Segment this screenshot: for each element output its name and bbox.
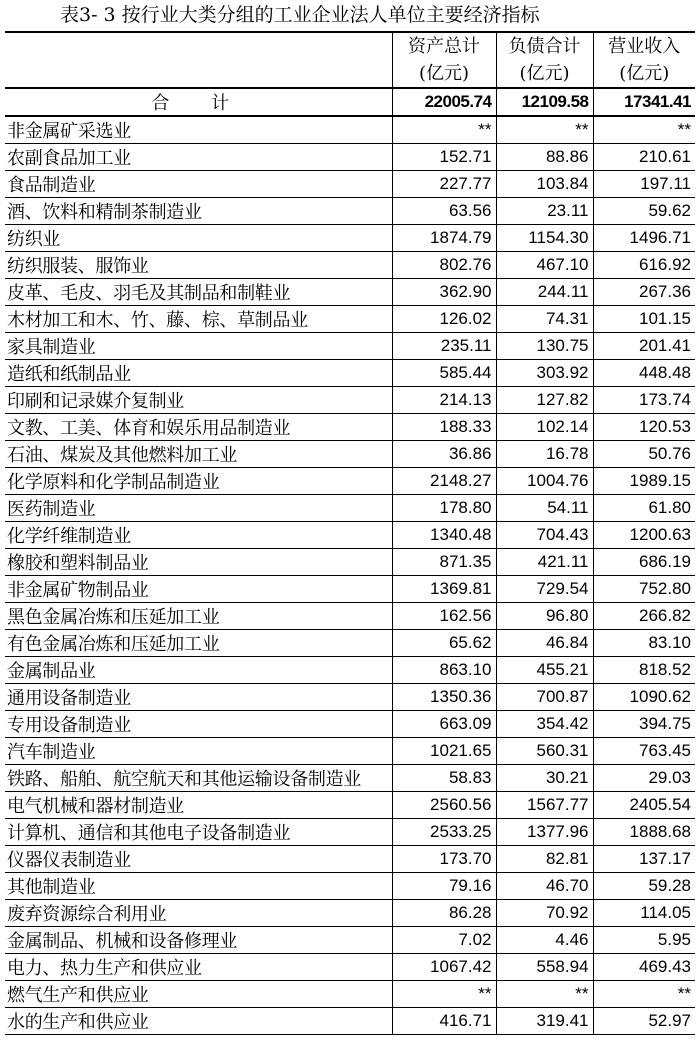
assets-cell: 227.77: [392, 171, 496, 198]
liabilities-cell: 560.31: [496, 738, 593, 765]
revenue-cell: 114.05: [593, 900, 695, 927]
assets-cell: 416.71: [392, 1008, 496, 1035]
revenue-cell: 5.95: [593, 927, 695, 954]
assets-cell: 1369.81: [392, 576, 496, 603]
assets-cell: 1340.48: [392, 522, 496, 549]
table-row: [5, 846, 695, 873]
assets-cell: 188.33: [392, 414, 496, 441]
revenue-cell: 1496.71: [593, 225, 695, 252]
revenue-cell: 52.97: [593, 1008, 695, 1035]
liabilities-cell: 558.94: [496, 954, 593, 981]
industry-name-cell: 石油、煤炭及其他燃料加工业: [5, 441, 392, 468]
industry-name-cell: 金属制品业: [5, 657, 392, 684]
table-row: [5, 981, 695, 1008]
industry-name-cell: 水的生产和供应业: [5, 1008, 392, 1035]
assets-cell: 36.86: [392, 441, 496, 468]
liabilities-cell: 30.21: [496, 765, 593, 792]
assets-cell: 2560.56: [392, 792, 496, 819]
assets-cell: 585.44: [392, 360, 496, 387]
table-row: [5, 414, 695, 441]
assets-cell: 63.56: [392, 198, 496, 225]
table-row: [5, 873, 695, 900]
industry-name-cell: 有色金属冶炼和压延加工业: [5, 630, 392, 657]
assets-cell: 162.56: [392, 603, 496, 630]
industry-name-cell: 食品制造业: [5, 171, 392, 198]
industry-name-cell: 文教、工美、体育和娱乐用品制造业: [5, 414, 392, 441]
liabilities-cell: 82.81: [496, 846, 593, 873]
assets-cell: 86.28: [392, 900, 496, 927]
assets-cell: 152.71: [392, 144, 496, 171]
liabilities-cell: 704.43: [496, 522, 593, 549]
table-row: [5, 684, 695, 711]
assets-cell: 235.11: [392, 333, 496, 360]
assets-cell: 1021.65: [392, 738, 496, 765]
table-row: [5, 198, 695, 225]
revenue-cell: 173.74: [593, 387, 695, 414]
assets-cell: 1874.79: [392, 225, 496, 252]
liabilities-cell: 23.11: [496, 198, 593, 225]
table-row: [5, 819, 695, 846]
revenue-cell: 120.53: [593, 414, 695, 441]
industry-name-cell: 纺织服装、服饰业: [5, 252, 392, 279]
assets-cell: 65.62: [392, 630, 496, 657]
header-liabilities-unit: (亿元): [519, 63, 570, 84]
industry-name-cell: 非金属矿物制品业: [5, 576, 392, 603]
industry-name-cell: 纺织业: [5, 225, 392, 252]
revenue-cell: 83.10: [593, 630, 695, 657]
table-row: [5, 576, 695, 603]
table-title: 表3- 3 按行业大类分组的工业企业法人单位主要经济指标: [60, 4, 540, 26]
assets-cell: 126.02: [392, 306, 496, 333]
header-revenue-unit: (亿元): [619, 63, 670, 84]
header-assets: [392, 32, 496, 88]
table-row: [5, 144, 695, 171]
assets-cell: 802.76: [392, 252, 496, 279]
assets-cell: 1067.42: [392, 954, 496, 981]
table-row: [5, 333, 695, 360]
assets-cell: 214.13: [392, 387, 496, 414]
liabilities-cell: 96.80: [496, 603, 593, 630]
header-liabilities-label: 负债合计: [508, 36, 581, 57]
industry-name-cell: 其他制造业: [5, 873, 392, 900]
industry-name-cell: 金属制品、机械和设备修理业: [5, 927, 392, 954]
revenue-cell: 197.11: [593, 171, 695, 198]
revenue-cell: 752.80: [593, 576, 695, 603]
industry-name-cell: 通用设备制造业: [5, 684, 392, 711]
industry-name-cell: 汽车制造业: [5, 738, 392, 765]
assets-cell: 362.90: [392, 279, 496, 306]
table-row: [5, 954, 695, 981]
revenue-cell: **: [593, 981, 695, 1008]
assets-cell: 2148.27: [392, 468, 496, 495]
industry-name-cell: 专用设备制造业: [5, 711, 392, 738]
liabilities-cell: 1567.77: [496, 792, 593, 819]
revenue-cell: 1989.15: [593, 468, 695, 495]
industry-name-cell: 化学原料和化学制品制造业: [5, 468, 392, 495]
table-row: [5, 116, 695, 144]
revenue-cell: 469.43: [593, 954, 695, 981]
liabilities-cell: 130.75: [496, 333, 593, 360]
assets-cell: 2533.25: [392, 819, 496, 846]
total-assets: 22005.74: [392, 88, 496, 116]
industry-name-cell: 造纸和纸制品业: [5, 360, 392, 387]
industry-name-cell: 计算机、通信和其他电子设备制造业: [5, 819, 392, 846]
header-revenue-label: 营业收入: [608, 36, 681, 57]
header-industry-blank: [5, 32, 392, 88]
table-row: [5, 171, 695, 198]
industry-name-cell: 农副食品加工业: [5, 144, 392, 171]
table-row: [5, 549, 695, 576]
industry-name-cell: 废弃资源综合利用业: [5, 900, 392, 927]
industry-name-cell: 铁路、船舶、航空航天和其他运输设备制造业: [5, 765, 392, 792]
revenue-cell: **: [593, 116, 695, 144]
industry-name-cell: 皮革、毛皮、羽毛及其制品和制鞋业: [5, 279, 392, 306]
assets-cell: 58.83: [392, 765, 496, 792]
table-row: [5, 279, 695, 306]
liabilities-cell: 46.84: [496, 630, 593, 657]
table-row: [5, 603, 695, 630]
revenue-cell: 201.41: [593, 333, 695, 360]
table-row: [5, 765, 695, 792]
economic-indicators-table: [5, 31, 695, 1035]
liabilities-cell: 4.46: [496, 927, 593, 954]
table-row: [5, 630, 695, 657]
liabilities-cell: 729.54: [496, 576, 593, 603]
industry-name-cell: 化学纤维制造业: [5, 522, 392, 549]
liabilities-cell: 70.92: [496, 900, 593, 927]
table-row: [5, 252, 695, 279]
revenue-cell: 763.45: [593, 738, 695, 765]
industry-name-cell: 酒、饮料和精制茶制造业: [5, 198, 392, 225]
revenue-cell: 1200.63: [593, 522, 695, 549]
liabilities-cell: 1004.76: [496, 468, 593, 495]
table-row: [5, 738, 695, 765]
revenue-cell: 50.76: [593, 441, 695, 468]
revenue-cell: 266.82: [593, 603, 695, 630]
assets-cell: 173.70: [392, 846, 496, 873]
table-row: [5, 927, 695, 954]
liabilities-cell: 88.86: [496, 144, 593, 171]
table-row: [5, 1008, 695, 1035]
liabilities-cell: 74.31: [496, 306, 593, 333]
assets-cell: 7.02: [392, 927, 496, 954]
revenue-cell: 59.62: [593, 198, 695, 225]
total-label: 合 计: [5, 88, 392, 116]
assets-cell: 79.16: [392, 873, 496, 900]
header-row: [5, 32, 695, 88]
industry-name-cell: 燃气生产和供应业: [5, 981, 392, 1008]
revenue-cell: 137.17: [593, 846, 695, 873]
table-row: [5, 468, 695, 495]
industry-name-cell: 医药制造业: [5, 495, 392, 522]
total-liabilities: 12109.58: [496, 88, 593, 116]
liabilities-cell: 455.21: [496, 657, 593, 684]
revenue-cell: 210.61: [593, 144, 695, 171]
header-assets-unit: (亿元): [418, 63, 470, 84]
liabilities-cell: 467.10: [496, 252, 593, 279]
revenue-cell: 1090.62: [593, 684, 695, 711]
liabilities-cell: 421.11: [496, 549, 593, 576]
table-row: [5, 657, 695, 684]
revenue-cell: 59.28: [593, 873, 695, 900]
table-row: [5, 495, 695, 522]
liabilities-cell: 46.70: [496, 873, 593, 900]
industry-name-cell: 家具制造业: [5, 333, 392, 360]
table-row: [5, 792, 695, 819]
liabilities-cell: **: [496, 116, 593, 144]
assets-cell: 863.10: [392, 657, 496, 684]
table-row: [5, 306, 695, 333]
liabilities-cell: 16.78: [496, 441, 593, 468]
liabilities-cell: 102.14: [496, 414, 593, 441]
liabilities-cell: 54.11: [496, 495, 593, 522]
industry-name-cell: 木材加工和木、竹、藤、棕、草制品业: [5, 306, 392, 333]
liabilities-cell: 127.82: [496, 387, 593, 414]
liabilities-cell: 354.42: [496, 711, 593, 738]
assets-cell: 178.80: [392, 495, 496, 522]
revenue-cell: 1888.68: [593, 819, 695, 846]
industry-name-cell: 电力、热力生产和供应业: [5, 954, 392, 981]
liabilities-cell: 303.92: [496, 360, 593, 387]
table-row: [5, 360, 695, 387]
liabilities-cell: **: [496, 981, 593, 1008]
revenue-cell: 616.92: [593, 252, 695, 279]
industry-name-cell: 橡胶和塑料制品业: [5, 549, 392, 576]
revenue-cell: 29.03: [593, 765, 695, 792]
table-row: [5, 225, 695, 252]
assets-cell: **: [392, 981, 496, 1008]
assets-cell: **: [392, 116, 496, 144]
header-liabilities: [496, 32, 593, 88]
table-row: [5, 522, 695, 549]
table-row: [5, 711, 695, 738]
total-revenue: 17341.41: [593, 88, 695, 116]
liabilities-cell: 319.41: [496, 1008, 593, 1035]
revenue-cell: 686.19: [593, 549, 695, 576]
revenue-cell: 2405.54: [593, 792, 695, 819]
revenue-cell: 818.52: [593, 657, 695, 684]
table-row: [5, 441, 695, 468]
header-revenue: [593, 32, 695, 88]
table-row: [5, 900, 695, 927]
industry-name-cell: 印刷和记录媒介复制业: [5, 387, 392, 414]
revenue-cell: 448.48: [593, 360, 695, 387]
liabilities-cell: 700.87: [496, 684, 593, 711]
table-row: [5, 387, 695, 414]
liabilities-cell: 244.11: [496, 279, 593, 306]
industry-name-cell: 黑色金属冶炼和压延加工业: [5, 603, 392, 630]
liabilities-cell: 1377.96: [496, 819, 593, 846]
revenue-cell: 101.15: [593, 306, 695, 333]
revenue-cell: 394.75: [593, 711, 695, 738]
industry-name-cell: 仪器仪表制造业: [5, 846, 392, 873]
liabilities-cell: 103.84: [496, 171, 593, 198]
assets-cell: 871.35: [392, 549, 496, 576]
liabilities-cell: 1154.30: [496, 225, 593, 252]
assets-cell: 663.09: [392, 711, 496, 738]
total-row: [5, 88, 695, 116]
revenue-cell: 61.80: [593, 495, 695, 522]
revenue-cell: 267.36: [593, 279, 695, 306]
industry-name-cell: 非金属矿采选业: [5, 116, 392, 144]
header-assets-label: 资产总计: [408, 36, 480, 57]
industry-name-cell: 电气机械和器材制造业: [5, 792, 392, 819]
assets-cell: 1350.36: [392, 684, 496, 711]
